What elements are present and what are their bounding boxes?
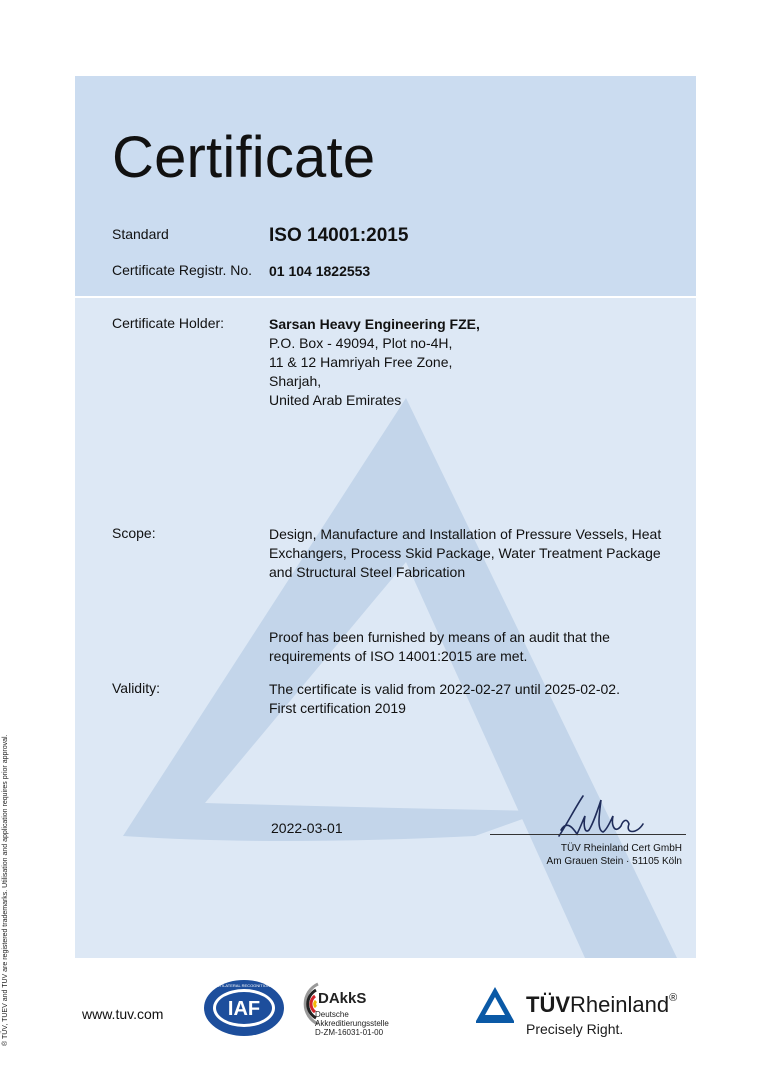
issuer-line: Am Grauen Stein · 51105 Köln bbox=[546, 856, 682, 867]
standard-label: Standard bbox=[112, 226, 169, 242]
page-title: Certificate bbox=[112, 125, 376, 190]
registered-mark: ® bbox=[669, 992, 678, 1004]
dakks-details bbox=[315, 1010, 389, 1037]
holder-name: Sarsan Heavy Engineering FZE, bbox=[269, 316, 480, 332]
holder-label: Certificate Holder: bbox=[112, 315, 225, 331]
registr-value: 01 104 1822553 bbox=[269, 263, 371, 279]
scope-line: Design, Manufacture and Installation of Pressure Vessels, Heat bbox=[269, 526, 662, 542]
validity-block bbox=[269, 680, 620, 718]
issue-date: 2022-03-01 bbox=[271, 820, 343, 836]
holder-address-line: P.O. Box - 49094, Plot no-4H, bbox=[269, 335, 453, 351]
registr-label: Certificate Registr. No. bbox=[112, 262, 253, 278]
tuv-brand-name bbox=[526, 992, 677, 1018]
holder-address-line: Sharjah, bbox=[269, 373, 322, 389]
holder-address-line: United Arab Emirates bbox=[269, 392, 402, 408]
issuer-block bbox=[547, 842, 682, 868]
holder-address-line: 11 & 12 Hamriyah Free Zone, bbox=[269, 354, 453, 370]
dakks-name: DAkkS bbox=[318, 990, 367, 1007]
iaf-ring-text: MEMBER OF MULTILATERAL RECOGNITION ARRANGEMENT bbox=[186, 983, 302, 988]
proof-block bbox=[269, 628, 610, 666]
scope-line: and Structural Steel Fabrication bbox=[269, 564, 466, 580]
scope-block bbox=[269, 525, 661, 582]
issuer-line: TÜV Rheinland Cert GmbH bbox=[560, 843, 682, 854]
dakks-line: Deutsche bbox=[315, 1010, 349, 1019]
dakks-line: Akkreditierungsstelle bbox=[315, 1019, 389, 1028]
footer-url-link[interactable]: www.tuv.com bbox=[82, 1006, 164, 1022]
standard-value: ISO 14001:2015 bbox=[269, 225, 409, 246]
holder-block bbox=[269, 315, 480, 410]
validity-label: Validity: bbox=[112, 680, 160, 696]
dakks-line: D-ZM-16031-01-00 bbox=[315, 1028, 384, 1037]
signature-line bbox=[490, 834, 686, 835]
tuv-brand-rest: Rheinland bbox=[570, 992, 670, 1017]
trademark-notice: ® TÜV, TUEV and TUV are registered trademarks. Utilisation and application requires prior approval. bbox=[2, 734, 9, 1046]
scope-line: Exchangers, Process Skid Package, Water Treatment Package bbox=[269, 545, 661, 561]
validity-line: The certificate is valid from 2022-02-27 until 2025-02-02. bbox=[269, 681, 620, 697]
scope-label: Scope: bbox=[112, 525, 156, 541]
tuv-slogan: Precisely Right. bbox=[526, 1021, 624, 1037]
proof-line: Proof has been furnished by means of an audit that the bbox=[269, 629, 610, 645]
validity-line: First certification 2019 bbox=[269, 700, 406, 716]
iaf-text: IAF bbox=[227, 998, 261, 1020]
tuv-brand-bold: TÜV bbox=[526, 992, 570, 1017]
proof-line: requirements of ISO 14001:2015 are met. bbox=[269, 648, 528, 664]
signature-icon bbox=[553, 790, 653, 840]
iaf-logo-icon bbox=[186, 978, 302, 1038]
tuv-triangle-logo-icon bbox=[474, 985, 516, 1023]
